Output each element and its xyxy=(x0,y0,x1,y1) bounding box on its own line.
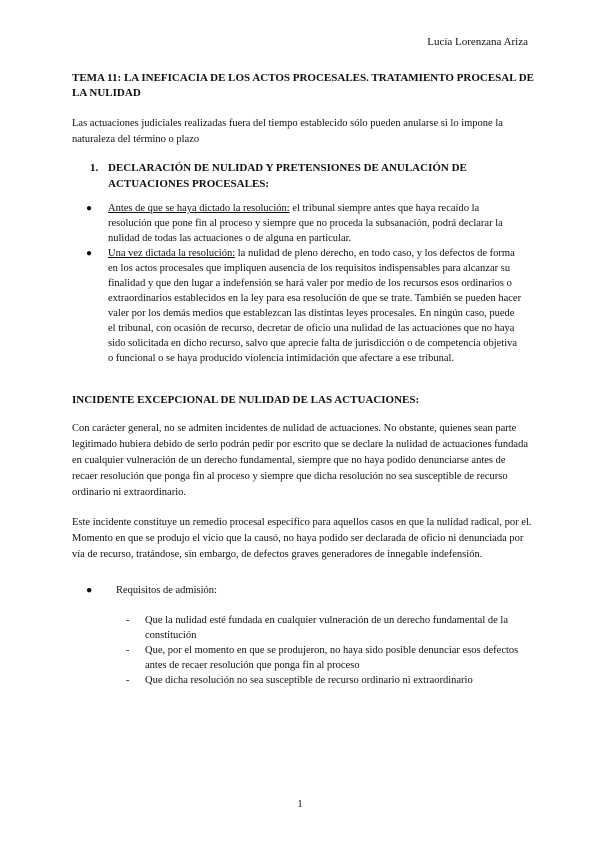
list-item xyxy=(126,673,526,688)
bullet-text: la nulidad de pleno derecho, en todo caso, y los defectos de forma en los actos procesales que impliquen ausencia de los requisitos indispensables para alcanzar su finalidad y que den lugar a indefensión se hará valer por medio de los recursos esos ordinarios o extraordinarios establecidos en la ley para esa resolución de que se trate. También se pueden hacer valer por los demás medios que establezcan las distintas leyes procesales. En ningún caso, puede el tribunal, con ocasión de recurso, decretar de oficio una nulidad de las actuaciones que no haya sido solicitada en dicho recurso, salvo que aprecie falta de jurisdicción o de competencia objetiva o funcional o se haya producido violencia intimidación que afectare a ese tribunal. xyxy=(108,248,522,364)
section-heading-2: INCIDENTE EXCEPCIONAL DE NULIDAD DE LAS ACTUACIONES: xyxy=(72,394,420,406)
bullet-icon: ● xyxy=(86,203,93,214)
requirements-list xyxy=(126,613,526,688)
paragraph: Este incidente constituye un remedio procesal específico para aquellos casos en que la nulidad radical, por el. Momento en que se produjo el vicio que la causó, no haya podido ser declarada de oficio ni denunciada por vía de recurso, tratándose, sin embargo, de defectos graves generadores de innegable indefensión. xyxy=(72,517,532,560)
page-title: TEMA 11: LA INEFICACIA DE LOS ACTOS PROCESALES. TRATAMIENTO PROCESAL DE LA NULIDAD xyxy=(72,72,535,99)
bullet-lead: Antes de que se haya dictado la resolución: xyxy=(108,203,290,214)
bullet-list xyxy=(72,201,524,366)
dash-icon: - xyxy=(126,675,130,686)
bullet-icon: ● xyxy=(86,248,93,259)
requirement-text: Que dicha resolución no sea susceptible de recurso ordinario ni extraordinario xyxy=(145,675,473,686)
intro-paragraph: Las actuaciones judiciales realizadas fuera del tiempo establecido sólo pueden anularse si lo impone la naturaleza del término o plazo xyxy=(72,118,503,145)
list-item xyxy=(126,613,526,643)
requirement-text: Que, por el momento en que se produjeron, no haya sido posible denunciar esos defectos antes de recaer resolución que ponga fin al proceso xyxy=(145,645,519,671)
section-title: DECLARACIÓN DE NULIDAD Y PRETENSIONES DE ANULACIÓN DE ACTUACIONES PROCESALES: xyxy=(108,162,467,190)
list-item xyxy=(72,201,524,246)
requirements-label-text: Requisitos de admisión: xyxy=(116,585,217,596)
requirements-label xyxy=(86,585,217,596)
list-item xyxy=(126,643,526,673)
bullet-text: el tribunal siempre antes que haya recaído la resolución que pone fin al proceso y siempre que no proceda la subsanación, podrá declarar la nulidad de todas las actuaciones o de alguna en particular. xyxy=(108,203,503,244)
requirement-text: Que la nulidad esté fundada en cualquier vulneración de un derecho fundamental de la constitución xyxy=(145,615,508,641)
section-number: 1. xyxy=(90,162,99,174)
dash-icon: - xyxy=(126,615,130,626)
section-heading-1 xyxy=(90,160,510,192)
bullet-lead: Una vez dictada la resolución: xyxy=(108,248,236,259)
bullet-icon: ● xyxy=(86,585,93,596)
paragraph: Con carácter general, no se admiten incidentes de nulidad de actuaciones. No obstante, quienes sean parte legitimado hubiera debido de serlo podrán pedir por escrito que se declare la nulidad de actuaciones fundada en cualquier vulneración de un derecho fundamental, siempre que no haya podido denunciarse antes de recaer resolución que ponga fin al proceso y siempre que dicha resolución no sea susceptible de recurso ordinario ni extraordinario. xyxy=(72,423,528,498)
page-number: 1 xyxy=(297,798,303,810)
dash-icon: - xyxy=(126,645,130,656)
list-item xyxy=(72,246,524,366)
author-name: Lucía Lorenzana Ariza xyxy=(427,36,528,48)
